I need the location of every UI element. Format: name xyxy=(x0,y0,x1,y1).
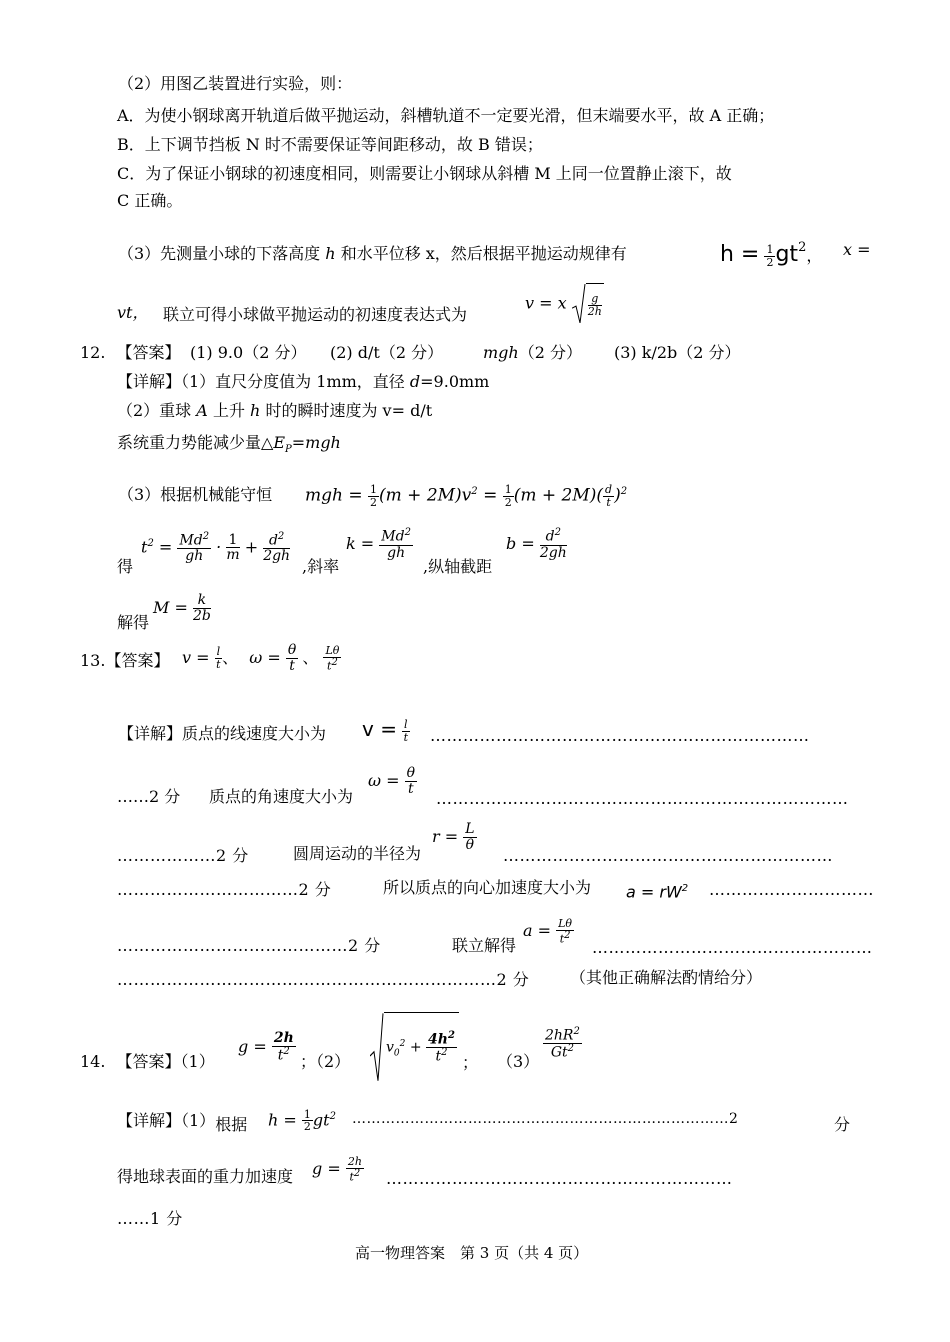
q13-line-5-text: 联立解得 xyxy=(452,936,517,955)
q11-eq-x: x = xyxy=(843,240,871,259)
q12-k-equation: k = $\frac{Md^2}{gh}$ xyxy=(346,527,411,561)
q14-detail-3: ……1 分 xyxy=(117,1209,183,1228)
q11-eq-h: h = $\frac{1}{2}$ $gt^2$， xyxy=(720,240,823,269)
q13-omega-equation: ω = $\frac{\theta}{t}$ xyxy=(368,765,416,797)
q12-detail-2-b: 上升 xyxy=(212,401,245,420)
q13-a-rw-lhs: a = rW xyxy=(626,882,682,902)
q11-eq-v xyxy=(525,283,604,325)
q11-part2-intro: （2）用图乙装置进行实验，则： xyxy=(118,74,353,93)
q14-g-frac: $\frac{2h}{t^2}$ xyxy=(347,1155,362,1184)
q13-note: （其他正确解法酌情给分） xyxy=(570,968,763,987)
q12-detail-1-d: d xyxy=(409,372,421,391)
q11-option-c-line2: C 正确。 xyxy=(117,191,183,210)
q11-eq-h-rhs: gt xyxy=(775,242,799,267)
q12-ans3 xyxy=(483,342,582,364)
q12-answer-row xyxy=(80,342,181,364)
q12-frac-d2-2gh: $\frac{d^2}{2gh}$ xyxy=(263,530,291,565)
q14-ans3-frac: $\frac{2hR^2}{Gt^2}$ xyxy=(545,1025,580,1061)
q14-ans1-frac: $\frac{2h}{t^2}$ xyxy=(273,1030,294,1064)
q12-detail-2-A: A xyxy=(196,401,208,420)
q13-line-6-points: ……………………………………………………………2 分 xyxy=(117,970,530,989)
q13-a-frac: $\frac{L\theta}{t^2}$ xyxy=(558,917,573,946)
q12-ans3-mgh: mgh xyxy=(483,343,519,362)
q12-eq-half-2: $\frac{1}{2}$ xyxy=(504,483,512,509)
q13-line-3-dots: …………………………………………………… xyxy=(503,846,833,865)
q11-option-a: A．为使小钢球离开轨道后做平抛运动，斜槽轨道不一定要光滑，但末端要水平，故 A 正确； xyxy=(117,106,775,125)
q14-ans2-sqrt: $v_0^2$ + $\frac{4h^2}{t^2}$ xyxy=(370,1012,459,1083)
q13-answer-label: 【答案】 xyxy=(105,651,170,670)
q12-solve-label: 解得 xyxy=(117,613,150,632)
q12-detail-2-c: 时的瞬时速度为 v= d/t xyxy=(265,401,433,420)
q12-eq-mgh: mgh = xyxy=(305,485,363,506)
q12-detail-2-a: （2）重球 xyxy=(117,401,192,420)
q13-line-1-dots: …………………………………………………………… xyxy=(430,726,810,745)
q12-ans4: (3) k/2b（2 分） xyxy=(614,343,741,362)
q14-ans2-formula xyxy=(370,1012,459,1083)
q14-detail-1-label: 【详解】（1） xyxy=(117,1111,216,1130)
q14-g-lhs: g = xyxy=(312,1159,341,1178)
q14-detail-1-fen: 分 xyxy=(834,1115,851,1134)
q13-v-frac: $\frac{l}{t}$ xyxy=(403,718,409,744)
q12-detail-3-ep: E xyxy=(273,433,285,452)
q13-line-5-dots: …………………………………………… xyxy=(592,938,873,957)
q11-eq-half: $\frac{1}{2}$ xyxy=(766,243,774,269)
q13-omega-frac: $\frac{\theta}{t}$ xyxy=(406,765,416,797)
q12-frac-b: $\frac{d^2}{2gh}$ xyxy=(539,527,567,561)
q13-line-2-points: ……2 分 xyxy=(117,787,181,806)
page-footer: 高一物理答案 第 3 页（共 4 页） xyxy=(355,1244,589,1262)
q14-answer-row xyxy=(80,1051,215,1073)
q12-ans1: (1) 9.0（2 分） xyxy=(190,343,307,362)
q13-line-1-text: 【详解】质点的线速度大小为 xyxy=(118,724,327,743)
q11-part3-conclusion: 联立可得小球做平抛运动的初速度表达式为 xyxy=(163,305,468,324)
q13-r-equation: r = $\frac{L}{\theta}$ xyxy=(432,821,475,853)
q13-line-4-points: ……………………………2 分 xyxy=(117,880,332,899)
q13-frac-theta-t: $\frac{\theta}{t}$ xyxy=(287,642,297,674)
q12-detail-1-text: 【详解】（1）直尺分度值为 1mm，直径 xyxy=(117,372,405,391)
q12-M-equation: M = $\frac{k}{2b}$ xyxy=(153,592,211,624)
q12-eq-d-over-t: $\frac{d}{t}$ xyxy=(605,483,613,509)
q13-sep-2: 、 xyxy=(302,648,319,667)
q14-h-half: $\frac{1}{2}$ xyxy=(303,1107,311,1134)
q13-number: 13. xyxy=(80,651,106,670)
q12-detail-4-label: （3）根据机械能守恒 xyxy=(118,485,273,504)
q14-detail-2-text: 得地球表面的重力加速度 xyxy=(117,1167,294,1186)
q13-line-2-text: 质点的角速度大小为 xyxy=(209,787,354,806)
q11-part3-line1 xyxy=(118,243,627,265)
q12-frac-k: $\frac{Md^2}{gh}$ xyxy=(381,527,411,561)
q14-ans3-formula xyxy=(543,1018,582,1068)
q12-answer-label: 【答案】 xyxy=(116,343,181,362)
q12-slope-label: ,斜率 xyxy=(302,557,340,576)
q14-h-equation: h = $\frac{1}{2}$ $gt^2$ xyxy=(268,1107,336,1134)
q11-eq-h-lhs: h = xyxy=(720,242,760,267)
q12-t2-equation: $t^2$ = $\frac{Md^2}{gh}$ · $\frac{1}{m}$ + $\frac{d^2}{2gh}$ xyxy=(141,530,291,565)
q12-detail-1 xyxy=(117,371,489,393)
q12-detail-1-value: =9.0mm xyxy=(420,372,490,391)
q13-line-3-points: ………………2 分 xyxy=(117,846,249,865)
q13-frac-ltheta-t2: $\frac{L\theta}{t^2}$ xyxy=(325,644,340,673)
q11-part3-text-b: 和水平位移 x，然后根据平抛运动规律有 xyxy=(340,244,627,263)
q12-eq-term1: (m + 2M)v xyxy=(379,485,472,506)
q12-eq-equals: = xyxy=(483,485,498,506)
q13-v-equation xyxy=(362,706,410,754)
q12-de: 得 xyxy=(117,557,134,576)
q12-ans2: (2) d/t（2 分） xyxy=(330,343,444,362)
q14-g-equation xyxy=(312,1146,364,1192)
q13-a-rw2: $a = rW^2$ xyxy=(626,882,689,902)
q14-answer-label: 【答案】（1） xyxy=(116,1052,215,1071)
q11-part3-h: h xyxy=(325,244,336,263)
q12-eq-half-1: $\frac{1}{2}$ xyxy=(370,483,378,509)
q13-v-lhs: v = xyxy=(362,717,397,741)
q11-eq-vt: vt， xyxy=(117,303,149,322)
q13-a-equation: a = $\frac{L\theta}{t^2}$ xyxy=(523,917,573,946)
q13-line-5-points: ……………………………………2 分 xyxy=(117,936,381,955)
q13-line-2-dots: ………………………………………………………………… xyxy=(436,789,849,808)
q12-eq-close: ) xyxy=(614,485,621,506)
q12-detail-3 xyxy=(117,432,341,461)
q14-detail-1-dots: ……………………………………………………………………2 xyxy=(352,1111,739,1127)
q14-detail-1 xyxy=(117,1110,247,1132)
q14-detail-1-text: 根据 xyxy=(215,1115,248,1134)
q13-sep-1: 、 xyxy=(222,648,239,667)
q14-number: 14. xyxy=(80,1052,106,1071)
q12-detail-2-h: h xyxy=(250,401,261,420)
q12-frac-M: $\frac{k}{2b}$ xyxy=(192,592,211,624)
q12-b-equation: b = $\frac{d^2}{2gh}$ xyxy=(506,527,567,561)
q12-detail-3-sub: P xyxy=(285,444,292,456)
q13-answer-formulas: v = $\frac{l}{t}$ 、 ω = $\frac{\theta}{t}$ 、 $\frac{L\theta}{t^2}$ xyxy=(182,642,340,674)
q11-part3-text-a: （3）先测量小球的下落高度 xyxy=(118,244,321,263)
q11-option-b: B．上下调节挡板 N 时不需要保证等间距移动，故 B 错误； xyxy=(117,135,543,154)
q12-detail-3-eq: =mgh xyxy=(291,433,341,452)
q13-frac-l-t: $\frac{l}{t}$ xyxy=(216,645,221,671)
q11-option-c-line1: C．为了保证小钢球的初速度相同，则需要让小钢球从斜槽 M 上同一位置静止滚下，故 xyxy=(117,164,732,183)
q12-eq-term2: (m + 2M)( xyxy=(513,485,604,506)
q14-sep-3: （3） xyxy=(497,1052,540,1071)
q12-energy-equation: mgh = $\frac{1}{2}$ $(m + 2M)v^2$ = $\frac{1}{2}$ (m + 2M)( $\frac{d}{t}$ )$^2$ xyxy=(305,483,628,509)
q11-eq-v-lhs: v = x xyxy=(525,293,567,313)
q13-line-3-text: 圆周运动的半径为 xyxy=(293,844,422,863)
q11-eq-v-sqrt: $\frac{g}{2h}$ xyxy=(572,283,604,325)
q13-line-4-text: 所以质点的向心加速度大小为 xyxy=(383,878,592,897)
q12-detail-2 xyxy=(117,400,432,422)
q14-h-lhs: h = xyxy=(268,1110,297,1130)
q14-ans1-formula: g = $\frac{2h}{t^2}$ xyxy=(238,1030,294,1064)
q14-sep-2: ； xyxy=(462,1053,479,1072)
q12-detail-3-text: 系统重力势能减少量△ xyxy=(117,433,274,452)
q13-r-frac: $\frac{L}{\theta}$ xyxy=(465,821,475,853)
q13-answer-row xyxy=(80,650,169,672)
q14-detail-2-dots: ……………………………………………………… xyxy=(386,1169,733,1188)
q12-number: 12. xyxy=(80,343,106,362)
q12-frac-md2-gh: $\frac{Md^2}{gh}$ xyxy=(179,530,210,565)
q13-line-4-dots: ………………………… xyxy=(709,880,874,899)
q12-intercept-label: ,纵轴截距 xyxy=(423,557,493,576)
q12-ans3-points: （2 分） xyxy=(518,343,582,362)
q14-sep-1: ；（2） xyxy=(300,1052,351,1071)
q12-frac-1-m: $\frac{1}{m}$ xyxy=(226,531,240,564)
